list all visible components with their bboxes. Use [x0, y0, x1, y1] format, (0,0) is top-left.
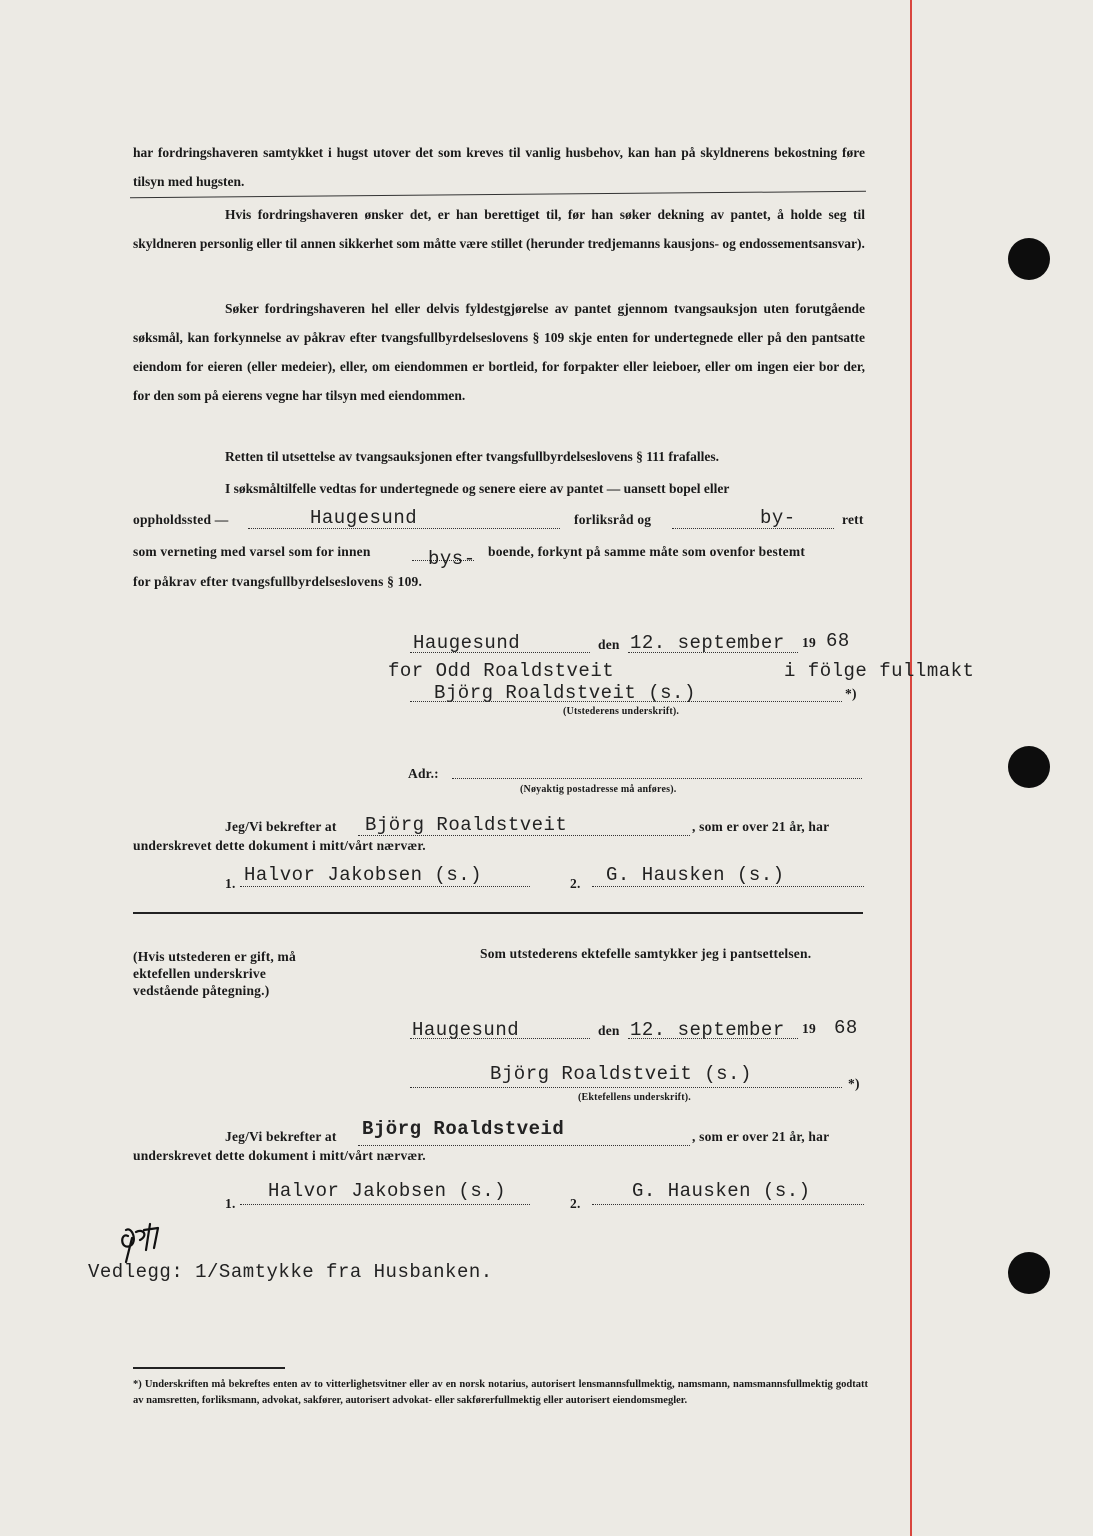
witness1-w1: Halvor Jakobsen (s.): [244, 864, 483, 886]
witness2-suffix: , som er over 21 år, har: [692, 1129, 830, 1144]
witness2-line2: underskrevet dette dokument i mitt/vårt nærvær.: [133, 1148, 426, 1163]
witness1-n1: 1.: [225, 876, 236, 891]
spouse-signature: Björg Roaldstveit (s.): [490, 1063, 752, 1085]
dotted-line: [410, 652, 590, 653]
dotted-line: [592, 886, 864, 887]
footnote: *) Underskriften må bekreftes enten av to vitterlighetsvitner eller av en norsk notarius, autorisert lensmannsfullmektig, namsmann, namsmannsfullmektig godtatt av namsretten, forliksmann, advokat, sakfører, autorisert advokat- eller sakførerfullmektig eller autorisert eiendomsmegler.: [133, 1379, 868, 1406]
vedlegg: Vedlegg: 1/Samtykke fra Husbanken.: [88, 1261, 493, 1283]
red-margin-line: [910, 0, 912, 1536]
dotted-line: [592, 1204, 864, 1205]
paragraph-fordringshaver: Hvis fordringshaveren ønsker det, er han berettiget til, før han søker dekning av pantet, å holde seg til skyldneren personlig eller til annen sikkerhet som måtte være stillet (herunder tredjemanns kausjons- og endossementsansvar).: [133, 207, 865, 251]
spouse-consent: Som utstederens ektefelle samtykker jeg i pantsettelsen.: [480, 946, 812, 961]
witness2-n1: 1.: [225, 1196, 236, 1211]
spouse-year-suffix: 68: [834, 1017, 858, 1039]
sig1-caption: (Utstederens underskrift).: [563, 706, 680, 717]
sig1-date: 12. september: [630, 632, 785, 654]
witness1-line2: underskrevet dette dokument i mitt/vårt nærvær.: [133, 838, 426, 853]
paragraph-soksmal: I søksmåltilfelle vedtas for undertegnede og senere eiere av pantet — uansett bopel eller: [225, 481, 730, 496]
opphold-value: Haugesund: [310, 507, 418, 529]
dotted-line: [240, 1204, 530, 1205]
spouse-place: Haugesund: [412, 1019, 520, 1041]
witness1-prefix: Jeg/Vi bekrefter at: [225, 819, 337, 834]
footnote-rule: [133, 1367, 285, 1369]
witness2-n2: 2.: [570, 1196, 581, 1211]
dotted-line: [628, 652, 798, 653]
boende-label: boende, forkynt på samme måte som ovenfor bestemt: [488, 544, 806, 559]
paragraph-utsettelse: Retten til utsettelse av tvangsauksjonen efter tvangsfullbyrdelseslovens § 111 frafalles.: [225, 449, 719, 464]
spouse-note: (Hvis utstederen er gift, må ektefellen underskrive vedstående påtegning.): [133, 949, 296, 998]
witness1-w2: G. Hausken (s.): [606, 864, 785, 886]
witness2-w1: Halvor Jakobsen (s.): [268, 1180, 507, 1202]
adr-caption: (Nøyaktig postadresse må anføres).: [520, 784, 677, 795]
dotted-line: [240, 886, 530, 887]
witness1-name: Björg Roaldstveit: [365, 814, 568, 836]
by-value: by-: [760, 507, 796, 529]
dotted-line: [628, 1038, 798, 1039]
dotted-line: [410, 1038, 590, 1039]
sig1-year-suffix: 68: [826, 630, 850, 652]
sig1-for-line: for Odd Roaldstveit: [388, 660, 615, 682]
opphold-label: oppholdssted —: [133, 512, 229, 527]
spouse-star: *): [848, 1076, 860, 1091]
bys-value: bys-: [428, 548, 476, 570]
dotted-line: [672, 528, 834, 529]
rett-label: rett: [842, 512, 864, 527]
sig1-den: den: [598, 637, 620, 652]
witness2-prefix: Jeg/Vi bekrefter at: [225, 1129, 337, 1144]
dotted-line: [358, 1145, 690, 1146]
sig1-signature: Björg Roaldstveit (s.): [434, 682, 696, 704]
section-divider: [133, 912, 863, 914]
punch-hole: [1008, 1252, 1050, 1294]
punch-hole: [1008, 238, 1050, 280]
spouse-date: 12. september: [630, 1019, 785, 1041]
paragraph-tvangsauksjon: Søker fordringshaveren hel eller delvis fyldestgjørelse av pantet gjennom tvangsauksjon uten forutgående søksmål, kan forkynnelse av påkrav efter tvangsfullbyrdelseslovens § 109 skje enten for undertegnede eller på den pantsatte eiendom for eieren (eller medeier), eller, om eiendommen er bortleid, for forpakter eller leieboer, eller om ingen eier bor der, for den som på eierens vegne har tilsyn med eiendommen.: [133, 301, 865, 403]
signature-line: [410, 701, 842, 702]
punch-hole: [1008, 746, 1050, 788]
witness2-w2: G. Hausken (s.): [632, 1180, 811, 1202]
witness1-n2: 2.: [570, 876, 581, 891]
verneting-label: som verneting med varsel som for innen: [133, 544, 371, 559]
spouse-den: den: [598, 1023, 620, 1038]
sig1-folge: i fölge fullmakt: [784, 660, 975, 682]
sig1-place: Haugesund: [413, 632, 521, 654]
forlik-label: forliksråd og: [574, 512, 652, 527]
adr-label: Adr.:: [408, 766, 439, 781]
paragraph-hugst: har fordringshaveren samtykket i hugst utover det som kreves til vanlig husbehov, kan han på skyldnerens bekostning føre tilsyn med hugsten.: [133, 145, 865, 189]
paakrav-label: for påkrav efter tvangsfullbyrdelseslovens § 109.: [133, 574, 423, 589]
witness2-name: Björg Roaldstveid: [362, 1118, 565, 1140]
signature-line: [410, 1087, 842, 1088]
spouse-caption: (Ektefellens underskrift).: [578, 1092, 691, 1103]
witness1-suffix: , som er over 21 år, har: [692, 819, 830, 834]
spouse-year-prefix: 19: [802, 1021, 816, 1036]
dotted-line: [452, 778, 862, 779]
sig1-year-prefix: 19: [802, 635, 816, 650]
sig1-star: *): [845, 686, 857, 701]
